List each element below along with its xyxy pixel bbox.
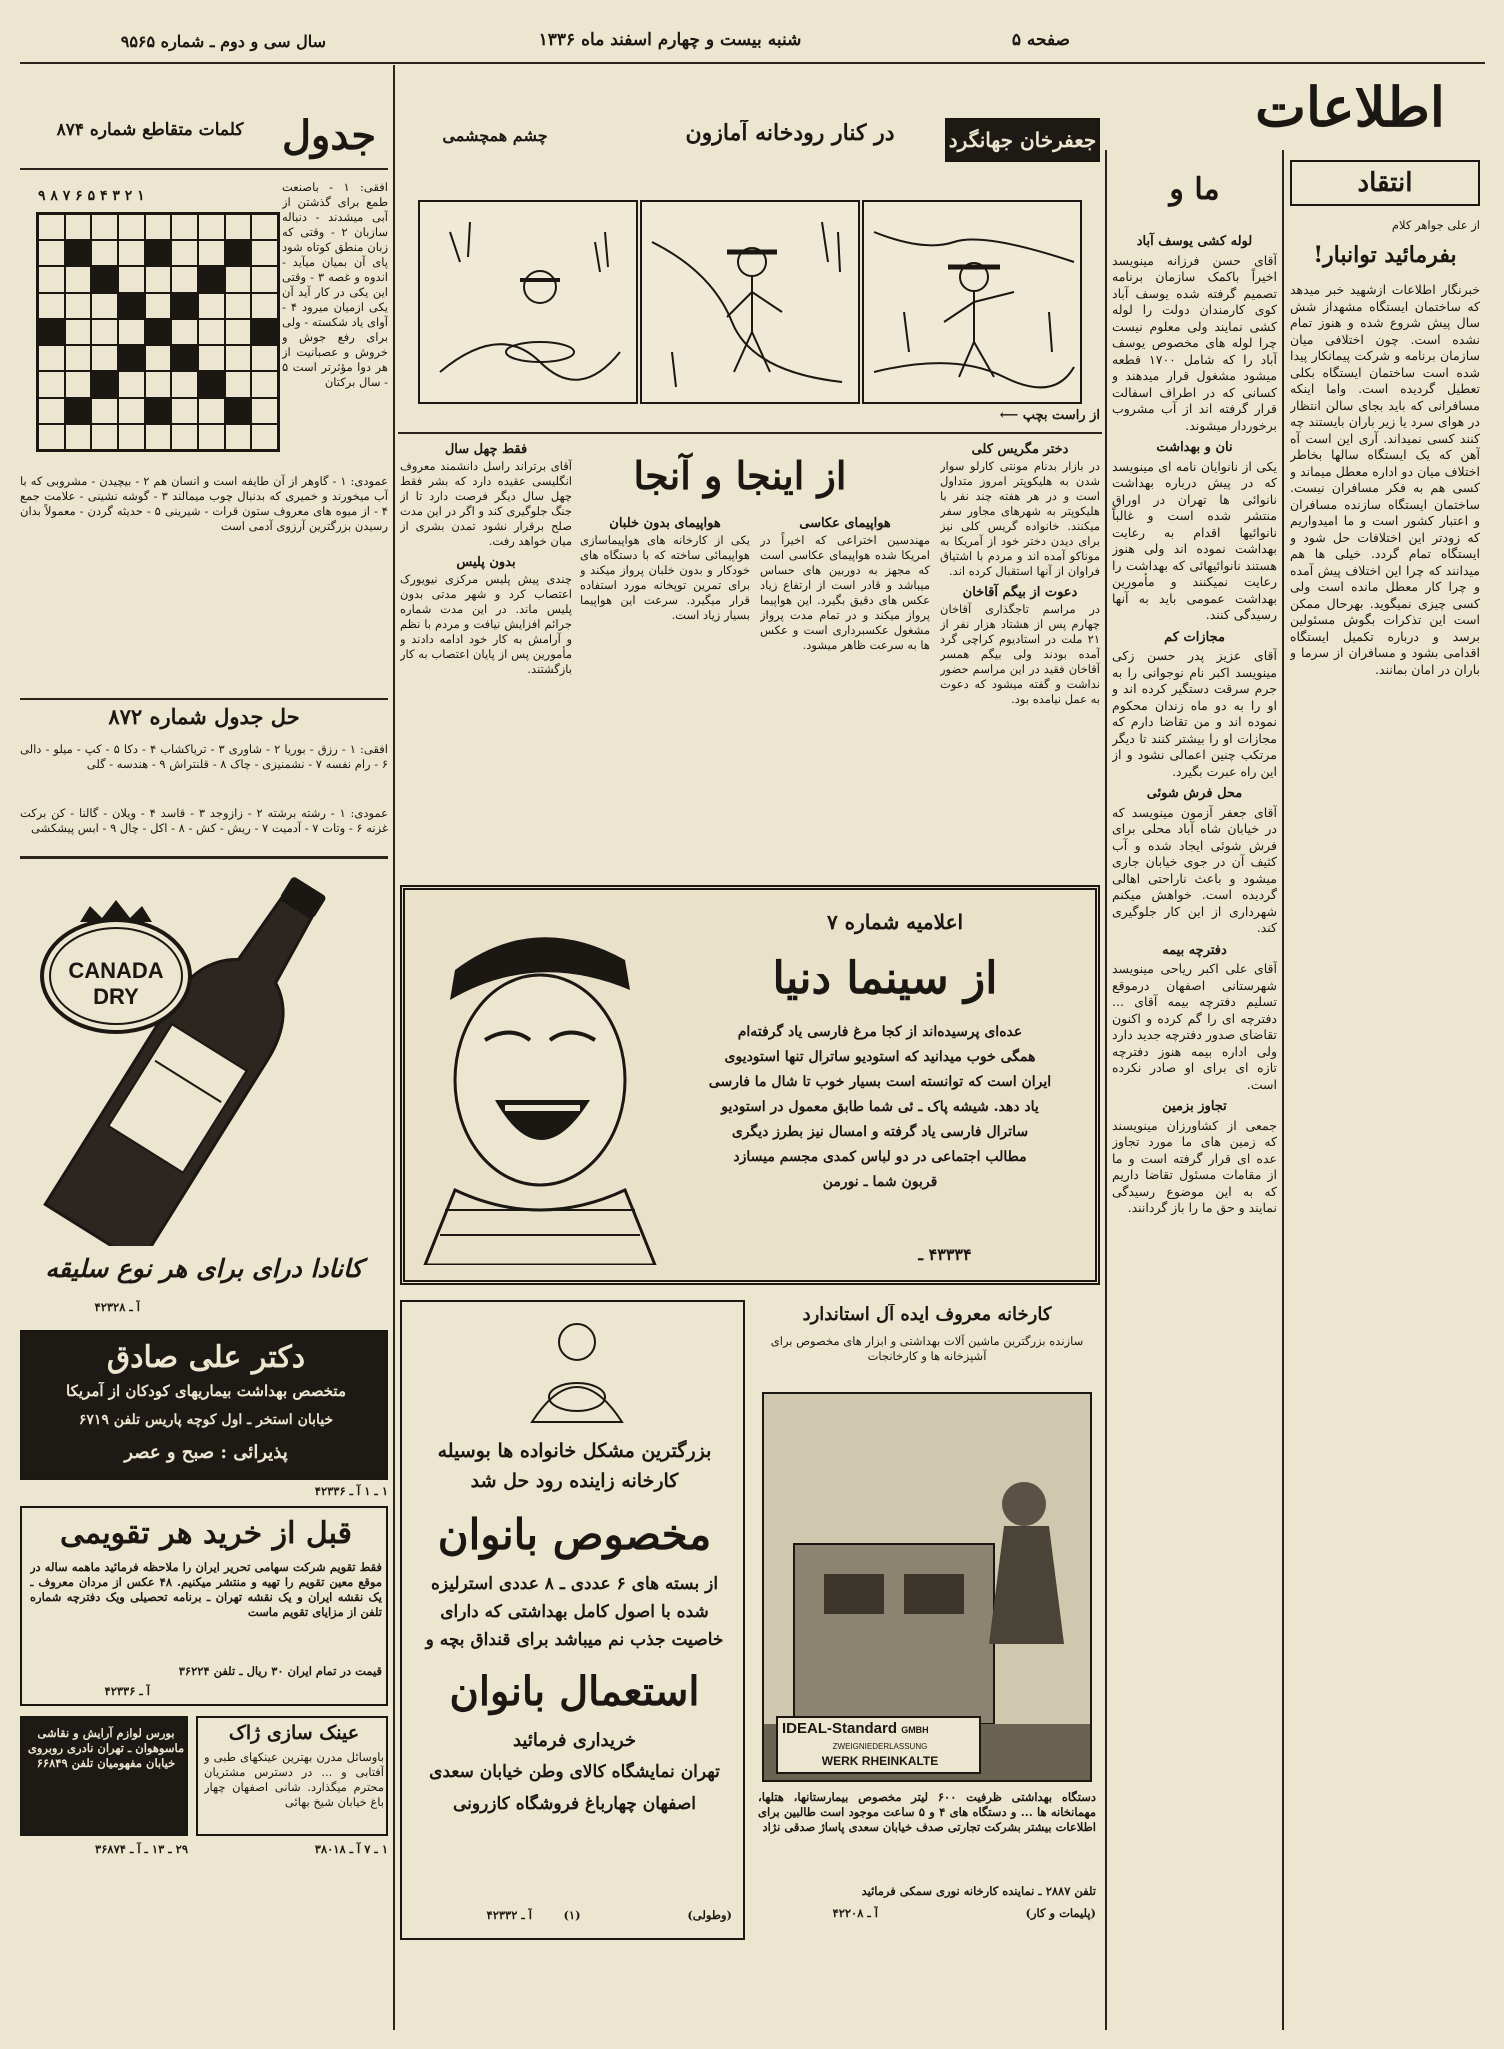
canada-code: آ ـ ۴۲۳۲۸: [94, 1300, 140, 1314]
crossword-cell[interactable]: [145, 424, 172, 450]
crossword-cell[interactable]: [91, 293, 118, 319]
crossword-cell[interactable]: [65, 345, 92, 371]
calendar-title: قبل از خرید هر تقویمی: [59, 1516, 352, 1551]
masthead-rule-right: [1105, 62, 1485, 64]
doctor-hours: پذیرائی : صبح و عصر: [124, 1442, 288, 1463]
readers-text: آقای جعفر آزمون مینویسد که در خیابان شاه آباد محلی برای فرش شوئی ایجاد شده و آب کثیف آن در جوی خیابان جاری میشود و باعث ناراحتی اهالی گردیده است. خواهش میکنم شهرداری از این کار جلوگیری کند.: [1112, 804, 1277, 935]
women-title: مخصوص بانوان: [437, 1510, 712, 1559]
crossword-cell[interactable]: [65, 424, 92, 450]
comic-panel-1: [862, 200, 1082, 404]
women-tag-num: (۱): [563, 1908, 581, 1922]
canada-dry-bottle: [20, 866, 388, 1246]
crossword-cell[interactable]: [198, 240, 225, 266]
ideal-branch: ZWEIGNIEDERLASSUNG: [832, 1742, 928, 1751]
crossword-block: [65, 398, 92, 424]
crossword-cell[interactable]: [171, 266, 198, 292]
cinema-ad: [400, 885, 1100, 1285]
crossword-cell[interactable]: [171, 214, 198, 240]
comic-artist: چشم همچشمی: [442, 126, 548, 145]
crossword-cell[interactable]: [145, 345, 172, 371]
cinema-line: ساترال فارسی یاد گرفته و امسال نیز بطرز دیگری: [731, 1124, 1029, 1140]
doctor-address: خیابان استخر ـ اول کوچه پاریس تلفن ۶۷۱۹: [78, 1412, 334, 1428]
calendar-code: آ ـ ۴۲۳۳۶: [104, 1684, 150, 1698]
issue-date: شنبه بیست و چهارم اسفند ماه ۱۳۳۶: [538, 30, 802, 50]
critique-body: خبرنگار اطلاعات ازشهید خبر میدهد که ساختمان ایستگاه مشهداز شش سال پیش شروع شده و هنوز تمام نشده است. چون اختلافی میان سازمان برنامه و شرکت پیمانکار پیدا شده است ساختمان ایستگاه بکلی تعطیل گردیده است. واما اینکه مسافرانی که باید بجای سالن انتظار در هوای سرد یا زیر باران بایستند چه کنند کسی نمیداند. آری این است آه آهن که یک ایستگاه سالها بخاطر اختلاف میان دو اداره معطل میماند و کسی هم به فکر مسافران نیست. ساختمان ایستگاه سازنده مسافران و اعتبار کشور است و ما امیدواریم که زودتر این اختلافات حل شود و ایستگاه تمام گردد. خیلی ها هم میدانند که چرا این اختلاف پیش آمده و چرا کار معطل مانده است ولی کسی چیزی نمیگوید. بهرحال ممکن است این تذکرات بگوش مسئولین برسد و درباره تکمیل ایستگاه اقدامی بشود و مسافران از سرما و باران در امان بمانند.: [1290, 282, 1480, 677]
crossword-cell[interactable]: [171, 424, 198, 450]
critique-author: از علی جواهر کلام: [1391, 218, 1480, 232]
solution-rule: [20, 698, 388, 700]
cinema-line: قربون شما ـ نورمن: [822, 1174, 938, 1190]
ideal-brand-small: GMBH: [901, 1725, 929, 1735]
crossword-cell[interactable]: [38, 345, 65, 371]
masthead-rule: [20, 62, 1110, 64]
crossword-cell[interactable]: [118, 398, 145, 424]
comic-panel-drawing: [864, 202, 1076, 398]
cinema-text: [675, 1020, 1085, 1240]
crossword-block: [145, 240, 172, 266]
readers-text: یکی از نانوایان نامه ای مینویسد که در پیش درباره بهداشت نانوائی ها تهران در اوراق منتشر شده است و غالباً نانوائیها اقدام به رعایت بهداشت نموده اند ولی هنوز هستند نانوائیهائی که بهداشت را رعایت نمیکنند و مأمورین بهداشت عمومی باید به آنها رسیدگی کنند.: [1112, 458, 1277, 622]
cinema-line: ایران است که توانسته است بسیار خوب تا شال ما فارسی: [708, 1074, 1052, 1090]
solution-title: حل جدول شماره ۸۷۲: [108, 704, 300, 729]
crossword-cell[interactable]: [198, 345, 225, 371]
readers-heading: محل فرش شوئی: [1146, 786, 1243, 801]
crossword-cell[interactable]: [65, 266, 92, 292]
crossword-cell[interactable]: [145, 214, 172, 240]
crossword-cell[interactable]: [225, 266, 252, 292]
crossword-cell[interactable]: [251, 424, 278, 450]
crossword-cell[interactable]: [145, 371, 172, 397]
crossword-block: [198, 371, 225, 397]
comic-panel-2: [640, 200, 860, 404]
year-issue: سال سی و دوم ـ شماره ۹۵۶۵: [120, 32, 326, 51]
cinema-line: یاد دهد. شیشه پاک ـ ئی شما طابق معمول در استودیو: [721, 1099, 1039, 1115]
crossword-cell[interactable]: [91, 424, 118, 450]
crossword-horizontal: افقی: ۱ - باصنعت طمع برای گذشتن از آبی میشدند - دنباله سازبان ۲ - وقتی که زبان منطق کوتاه شود پای آن بمیان میآید - اندوه و غصه ۳ - وقتی این یکی در کار آید آن یکی ازمیان میرود ۴ - آوای یاد شکسته - ولی برای رفع جوش و خروش و عصبانیت از هر دوا مؤثرتر است ۵ - سال برکتان: [282, 180, 388, 389]
ideal-brand: [782, 1720, 978, 1742]
ideal-werk: WERK RHEINKALTE: [821, 1754, 939, 1768]
feature-heading: فقط چهل سال: [444, 442, 528, 457]
cinema-title: از سینما دنیا: [772, 953, 998, 1004]
feature-top-rule: [398, 432, 1102, 434]
bourse-ad: [20, 1716, 188, 1836]
crossword-block: [65, 240, 92, 266]
crossword-cell[interactable]: [251, 345, 278, 371]
canada-label-top: CANADA: [68, 958, 164, 983]
crossword-cell[interactable]: [91, 345, 118, 371]
feature-text: چندی پیش پلیس مرکزی نیویورک اعتصاب کرد و شهر مدتی بدون پلیس ماند. در این مدت شماره جرائم افزایش نیافت و مردم با نظم و آرامش به کار خود ادامه دادند و مأمورین پس از پایان اعتصاب به کار بازگشتند.: [400, 572, 572, 676]
readers-title: ما و: [1169, 172, 1220, 207]
crossword-block: [225, 398, 252, 424]
crossword-title: جدول: [281, 112, 377, 159]
crossword-block: [171, 293, 198, 319]
crossword-cell[interactable]: [145, 293, 172, 319]
comic-panel-drawing: [420, 202, 632, 398]
crossword-cell[interactable]: [91, 398, 118, 424]
feature-text: در بازار بدنام مونتی کارلو سوار شدن به هلیکوپتر امروز متداول است و در هر هفته چند نفر با هلیکوپتر به شهرهای مجاور سفر میکنند. خانواده گریس کلی نیز برای دیدن دختر خود از آمریکا به موناکو آمده اند و مردم با اشتیاق فراوان از آنها استقبال کرده اند.: [940, 459, 1100, 578]
crossword-block: [171, 345, 198, 371]
cinema-line: همگی خوب میدانید که استودیو ساترال تنها استودیوی: [724, 1049, 1036, 1065]
solution-bottom-rule: [20, 856, 388, 859]
women-line5: تهران نمایشگاه کالای وطن خیابان سعدی: [429, 1762, 720, 1782]
crossword-cell[interactable]: [225, 214, 252, 240]
women-lead1: بزرگترین مشکل خانواده ها بوسیله: [437, 1440, 712, 1462]
readers-heading: نان و بهداشت: [1156, 440, 1233, 455]
women-line2: شده با اصول کامل بهداشتی که دارای: [440, 1602, 709, 1622]
cinema-line: مطالب اجتماعی در دو لباس کمدی مجسم میسازد: [733, 1149, 1027, 1165]
crossword-cell[interactable]: [65, 371, 92, 397]
crossword-cell[interactable]: [91, 240, 118, 266]
readers-text: آقای علی اکبر ریاحی مینویسد شهرستانی اصفهان درموقع تسلیم دفترچه بیمه آقای ... دفترچه ای را گم کرده و اکنون تقاضای صدور دفترچه جدید دارد ولی اداره بیمه هنوز دفترچه تازه ای برای او صادر نکرده است.: [1112, 961, 1277, 1092]
comic-panel-drawing: [642, 202, 854, 398]
column-rule: [1105, 150, 1107, 2030]
crossword-cell[interactable]: [171, 319, 198, 345]
women-ad: [400, 1300, 745, 1940]
cinema-code: ۴۳۳۳۴ ـ: [918, 1245, 972, 1264]
bourse-text: بورس لوازم آرایش و نقاشی ماسوهوان ـ تهران نادری روبروی خیابان مفهومیان تلفن ۶۶۸۴۹: [27, 1726, 185, 1770]
cinema-line: عده‌ای پرسیده‌اند از کجا مرغ فارسی یاد گرفته‌ام: [737, 1024, 1023, 1040]
readers-heading: تجاوز بزمین: [1162, 1099, 1227, 1114]
feature-heading: بدون پلیس: [456, 555, 516, 570]
comic-title: جعفرخان جهانگرد: [948, 128, 1097, 152]
solution-vertical: عمودی: ۱ - رشته برشته ۲ - زازوجد ۳ - قاسد ۴ - ویلان - گالنا - کن برکت غزنه ۶ - وتات ۷ - آدمیت ۷ - ریش - کش - ۸ - اکل - چال ۹ - ابس پیشکشی: [20, 806, 388, 835]
crossword-block: [145, 319, 172, 345]
crossword-cell[interactable]: [225, 424, 252, 450]
crossword-cell[interactable]: [118, 240, 145, 266]
women-line3: خاصیت جذب نم میباشد برای قنداق بچه و: [425, 1630, 724, 1650]
crossword-cell[interactable]: [171, 371, 198, 397]
crossword-block: [251, 319, 278, 345]
women-tag-left: (وطولی): [687, 1908, 732, 1922]
crossword-cell[interactable]: [118, 214, 145, 240]
crossword-cell[interactable]: [38, 214, 65, 240]
crossword-cell[interactable]: [118, 424, 145, 450]
crossword-cell[interactable]: [38, 293, 65, 319]
canada-slogan: کانادا درای برای هر نوع سلیقه: [45, 1254, 363, 1283]
crossword-cell[interactable]: [225, 345, 252, 371]
cinema-headline: اعلامیه شماره ۷: [826, 910, 964, 934]
crossword-block: [38, 319, 65, 345]
women-title2: استعمال بانوان: [449, 1668, 700, 1715]
crossword-cell[interactable]: [251, 371, 278, 397]
ideal-body: دستگاه بهداشتی ظرفیت ۶۰۰ لیتر مخصوص بیمارستانها، هتلها، مهمانخانه ها ... و دستگاه های ۴ و ۵ ساعت موجود است طالبین برای اطلاعات بیشتر بشرکت تجارتی صدف خیابان سعدی پاساژ صدقی نژاد: [758, 1790, 1096, 1834]
calendar-price: قیمت در تمام ایران ۳۰ ریال ـ تلفن ۳۶۲۲۴: [178, 1664, 382, 1678]
feature-heading: دختر مگریس کلی: [971, 442, 1069, 457]
crossword-cell[interactable]: [171, 240, 198, 266]
readers-text: جمعی از کشاورزان مینویسند که زمین های ما مورد تجاوز عده ای قرار گرفته است و ما از مقامات مسئول تقاضا داریم که به این موضوع رسیدگی نمایند و حق ما را باز گردانند.: [1112, 1117, 1277, 1215]
crossword-cell[interactable]: [225, 371, 252, 397]
crossword-cell[interactable]: [118, 319, 145, 345]
crossword-cell[interactable]: [118, 266, 145, 292]
critique-title: بفرمائید توانبار!: [1313, 242, 1457, 268]
women-line4: خریداری فرمائید: [512, 1730, 637, 1751]
feature-heading: هواپیمای عکاسی: [799, 516, 891, 531]
women-line6: اصفهان چهارباغ فروشگاه کازرونی: [452, 1794, 697, 1814]
ideal-standard-ad: [752, 1300, 1102, 1940]
comic-panel-3: [418, 200, 638, 404]
feature-title: از اینجا و آنجا: [633, 453, 847, 498]
optics-title: عینک سازی ژاک: [228, 1722, 360, 1744]
crossword-cell[interactable]: [91, 214, 118, 240]
crossword-rule: [20, 168, 388, 170]
doctor-specialty: متخصص بهداشت بیماریهای کودکان از آمریکا: [66, 1382, 346, 1400]
women-code: آ ـ ۴۲۳۳۲: [486, 1908, 532, 1922]
crossword-cell[interactable]: [198, 398, 225, 424]
calendar-ad: [20, 1506, 388, 1706]
feature-text: در مراسم تاجگذاری آقاخان چهارم پس از هشتاد هزار نفر از ۲۱ ملت در استادیوم کراچی گرد آمده بودند ولی بیگم همسر آقاخان فقید در این مراسم حضور نداشت و گفته میشود که دعوت به عمل نیامده بود.: [940, 602, 1100, 706]
crossword-block: [118, 293, 145, 319]
women-lead2: کارخانه زاینده رود حل شد: [470, 1470, 679, 1492]
masthead-logo: اطلاعات: [1255, 75, 1445, 139]
crossword-cell[interactable]: [171, 398, 198, 424]
column-rule: [1282, 150, 1284, 2030]
readers-body: [1112, 228, 1277, 2028]
crossword-cell[interactable]: [65, 319, 92, 345]
crossword-cell[interactable]: [225, 319, 252, 345]
ideal-header: کارخانه معروف ایده آل استاندارد: [802, 1304, 1052, 1325]
feature-text: مهندسین اختراعی که اخیراً در امریکا شده هواپیمای عکاسی است که مجهز به دوربین های حساس میباشد و قادر است از ارتفاع زیاد عکس های دقیق بگیرد. این هواپیما پرواز میکند و در تمام مدت پرواز مشغول عکسبرداری است و عکس ها به سرعت ظاهر میشود.: [760, 533, 930, 652]
optics-code: ۱ ـ ۷ آ ـ ۳۸۰۱۸: [314, 1842, 388, 1856]
canada-label-bottom: DRY: [93, 984, 139, 1009]
feature-heading: هواپیمای بدون خلبان: [609, 516, 721, 531]
arrow-left-icon: ⟵: [999, 408, 1019, 423]
crossword-cell[interactable]: [91, 319, 118, 345]
crossword-block: [225, 240, 252, 266]
doctor-code: ۱ ـ ۱ آ ـ ۴۲۳۳۶: [314, 1484, 388, 1498]
crossword-cell[interactable]: [251, 398, 278, 424]
crossword-block: [91, 266, 118, 292]
ideal-brand-text: IDEAL-Standard: [782, 1720, 898, 1737]
optics-body: باوسائل مدرن بهترین عینکهای طبی و آفتابی و ... در دسترس مشتریان محترم میگذارد. شانی اصفهان چهار باغ خیابان شیخ بهائی: [204, 1750, 384, 1809]
readers-heading: مجازات کم: [1164, 629, 1225, 645]
readers-heading: لوله کشی یوسف آباد: [1136, 234, 1253, 249]
crossword-cell[interactable]: [225, 293, 252, 319]
crossword-cell[interactable]: [38, 240, 65, 266]
crossword-cell[interactable]: [198, 293, 225, 319]
doctor-ad: [20, 1330, 388, 1480]
crossword-cell[interactable]: [38, 398, 65, 424]
crossword-cell[interactable]: [198, 424, 225, 450]
ideal-phone: تلفن ۲۸۸۷ ـ نماینده کارخانه نوری سمکی فرمائید: [861, 1884, 1096, 1898]
ideal-header2: سازنده بزرگترین ماشین آلات بهداشتی و ابزار های مخصوص برای آشپزخانه ها و کارخانجات: [770, 1334, 1084, 1363]
comic-caption-text: از راست بچپ: [1022, 408, 1100, 423]
calendar-body: فقط تقویم شرکت سهامی تحریر ایران را ملاحظه فرمائید ماهمه ساله در موقع معین تقویم را تهیه و منتشر میکنیم. ۴۸ عکس از مردان معروف ـ یک نقشه ایران و یک نقشه تهران ـ برنامه تحصیلی ویک دفترچه شماره تلفن از مزایای تقویم ماست: [30, 1560, 382, 1619]
women-line1: از بسته های ۶ عددی ـ ۸ عددی استرلیزه: [430, 1574, 719, 1594]
crossword-block: [118, 345, 145, 371]
feature-col-3: [580, 510, 750, 875]
comic-title-box: [945, 118, 1100, 162]
crossword-cell[interactable]: [145, 266, 172, 292]
feature-text: یکی از کارخانه های هواپیماسازی هواپیمائی ساخته که با دستگاه های خودکار و بدون خلبان پرواز میکند و برای تمرین توپخانه مورد استفاده قرار میگیرد. سرعت این هواپیما بسیار زیاد است.: [580, 533, 750, 622]
crossword-cell[interactable]: [251, 266, 278, 292]
comic-caption: [880, 408, 1100, 428]
crossword-subtitle: کلمات متقاطع شماره ۸۷۴: [56, 120, 244, 140]
crossword-cell[interactable]: [65, 293, 92, 319]
crossword-cell[interactable]: [118, 371, 145, 397]
crossword-block: [198, 266, 225, 292]
crossword-cell[interactable]: [198, 319, 225, 345]
readers-text: آقای حسن فرزانه مینویسد اخیراً باکمک سازمان برنامه تصمیم گرفته شده یوسف آباد کوی کارمندان دولت را لوله کشی نمایند ولی معلوم نیست چرا لوله های مخصوص یوسف آباد را که شامل ۱۷۰۰ قطعه میشود مشغول قرار میدهند و کسانی که در اطراف اسفالت قرار گرفته اند از آب مشروب برخوردار میشوند.: [1112, 252, 1277, 433]
readers-text: آقای عزیز پدر حسن زکی مینویسد اکبر نام نوجوانی را به جرم سرقت دستگیر کرده اند و او را به دو ماه زندان محکوم نموده اند و من تقاضا دارم که مجازات او را بیشتر کنند تا دیگر مرتکب چنین اعمالی نشود و از این راه عبرت بگیرد.: [1112, 648, 1277, 779]
bourse-code: ۲۹ ـ ۱۳ ـ آ ـ ۳۶۸۷۴: [95, 1842, 188, 1856]
feature-col-2: [760, 510, 930, 875]
readers-heading: دفترچه بیمه: [1162, 942, 1227, 958]
page-label: صفحه ۵: [1011, 30, 1070, 50]
critique-tag-text: انتقاد: [1357, 168, 1413, 198]
feature-text: آقای برتراند راسل دانشمند معروف انگلیسی عقیده دارد که بشر فقط چهل سال دیگر فرصت دارد تا از جنگ جلوگیری کند و اگر در این مدت صلح برقرار نشود تمدن بشری از میان خواهد رفت.: [400, 459, 572, 548]
canada-dry-ad: [20, 866, 388, 1326]
crossword-cell[interactable]: [38, 266, 65, 292]
feature-col-4: [400, 436, 572, 876]
ideal-code: آ ـ ۴۲۲۰۸: [832, 1906, 878, 1920]
crossword-cell[interactable]: [198, 214, 225, 240]
feature-heading: دعوت از بیگم آقاخان: [962, 585, 1078, 600]
ideal-tag: (پلیمات و کار): [1025, 1906, 1096, 1920]
crossword-cell[interactable]: [251, 214, 278, 240]
crossword-vertical: عمودی: ۱ - گاوهر از آن طایفه است و انسان هم ۲ - بیچیدن - مشروبی که با آب میخورند و خمیری که بدنبال چوب میمالند ۳ - گوشه نشینی - علامت جمع ۴ - از میوه های معروف ستون قرات - شیرینی ۵ - حدیثه گردن - معمولاً بدان رسیدن بزرگترین آرزوی آدمی است: [20, 474, 388, 533]
comic-subtitle: در کنار رودخانه آمازون: [685, 120, 895, 146]
laughing-man-illustration: [415, 910, 665, 1265]
optics-ad: [196, 1716, 388, 1836]
mother-baby-illustration: [502, 1312, 652, 1432]
doctor-name: دکتر علی صادق: [106, 1340, 306, 1375]
crossword-grid: [36, 212, 280, 452]
ideal-logo-box: [776, 1716, 981, 1774]
crossword-cell[interactable]: [65, 214, 92, 240]
crossword-cell[interactable]: [38, 424, 65, 450]
column-rule: [393, 65, 395, 2030]
crossword-numbers: ۹ ۸ ۷ ۶ ۵ ۴ ۳ ۲ ۱: [38, 188, 145, 204]
crossword-cell[interactable]: [251, 240, 278, 266]
crossword-block: [91, 371, 118, 397]
critique-tag: [1290, 160, 1480, 206]
solution-horizontal: افقی: ۱ - رزق - بوریا ۲ - شاوری ۳ - تریاکشاب ۴ - دکا ۵ - کپ - میلو - دالی ۶ - رام نفسه ۷ - نشمنیزی - چاک ۸ - قلنتراش ۹ - هندسه - گلی: [20, 742, 388, 771]
crossword-cell[interactable]: [251, 293, 278, 319]
crossword-cell[interactable]: [38, 371, 65, 397]
crossword-block: [145, 398, 172, 424]
feature-col-1: [940, 436, 1100, 876]
